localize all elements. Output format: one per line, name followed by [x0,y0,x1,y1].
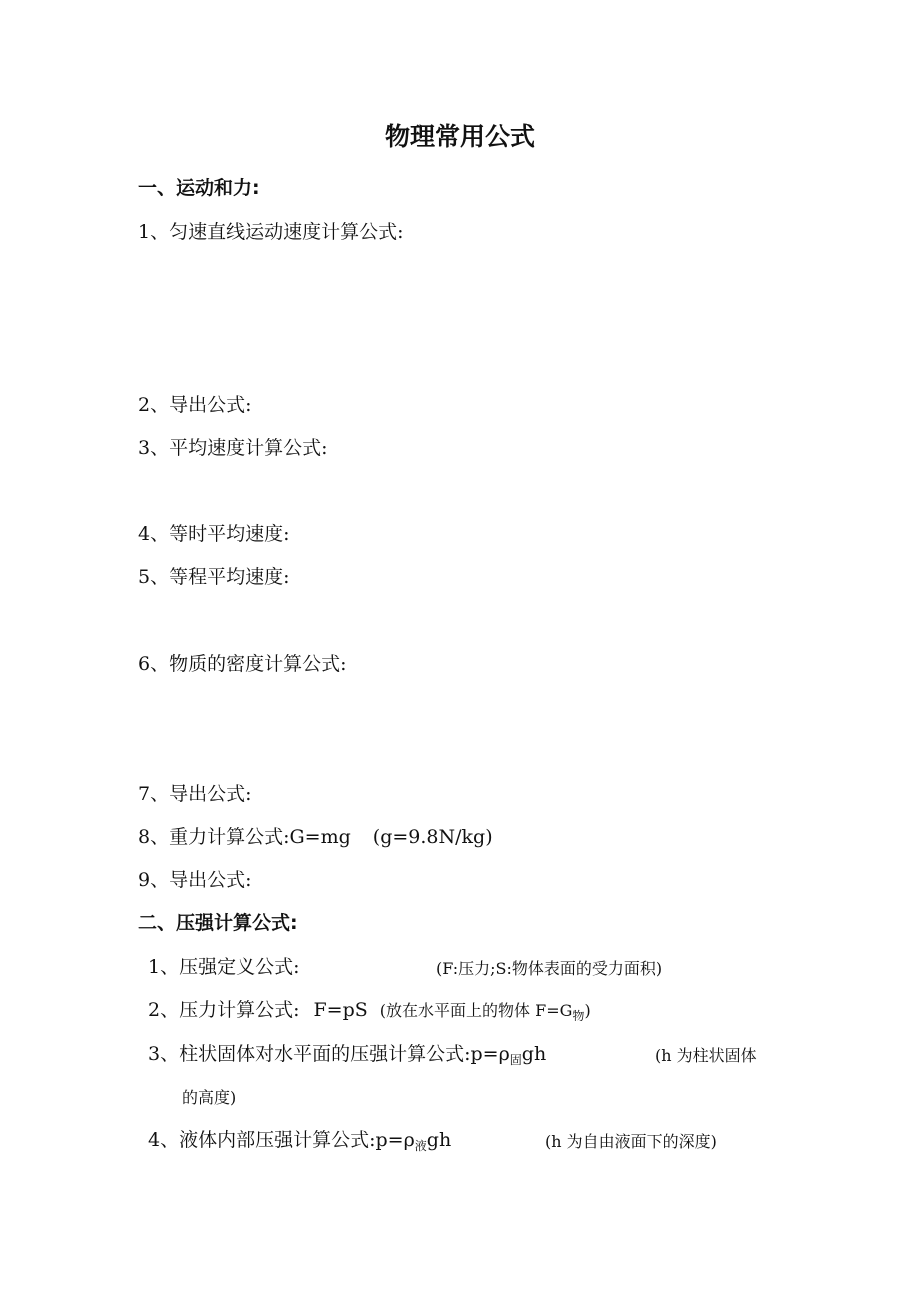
item-1-9: 9、导出公式: [138,869,252,891]
item-2-2 [148,998,591,1023]
item-2-3-label: 3、柱状固体对水平面的压强计算公式: [148,1043,471,1065]
item-2-4-note: (h 为自由液面下的深度) [545,1132,717,1151]
item-2-3-note-a: (h 为柱状固体 [655,1046,757,1065]
item-2-2-label: 2、压力计算公式: [148,999,300,1021]
page-title: 物理常用公式 [384,122,535,151]
item-1-5: 5、等程平均速度: [138,566,290,588]
item-1-8-formula: G=mg [289,826,351,848]
item-2-3-formula: $p=\rho_固gh$ [470,1043,547,1067]
item-1-3: 3、平均速度计算公式: [138,437,328,459]
item-1-8-note: (g=9.8N/kg) [372,826,493,848]
item-1-6: 6、物质的密度计算公式: [138,653,347,675]
section-1-heading: 一、运动和力: [138,177,260,199]
section-2-heading: 二、压强计算公式: [138,912,298,934]
item-2-1-label: 1、压强定义公式: [148,956,300,978]
item-2-4-label: 4、液体内部压强计算公式: [148,1129,376,1151]
item-2-3 [148,1042,546,1066]
item-2-1 [148,955,300,979]
item-1-8-label: 8、重力计算公式: [138,826,290,848]
item-2-3-note-b: 的高度) [182,1088,237,1107]
item-1-8 [138,825,493,849]
item-2-4 [148,1128,451,1152]
item-2-2-note: (放在水平面上的物体 $F=G_物$) [379,1001,591,1023]
item-1-1: 1、匀速直线运动速度计算公式: [138,221,404,243]
item-1-2: 2、导出公式: [138,394,252,416]
item-2-2-formula: F=pS [313,999,368,1021]
item-2-4-formula: $p=\rho_液gh$ [375,1129,452,1153]
item-2-1-note: (F:压力;S:物体表面的受力面积) [436,959,663,978]
item-1-7: 7、导出公式: [138,783,252,805]
item-1-4: 4、等时平均速度: [138,523,290,545]
